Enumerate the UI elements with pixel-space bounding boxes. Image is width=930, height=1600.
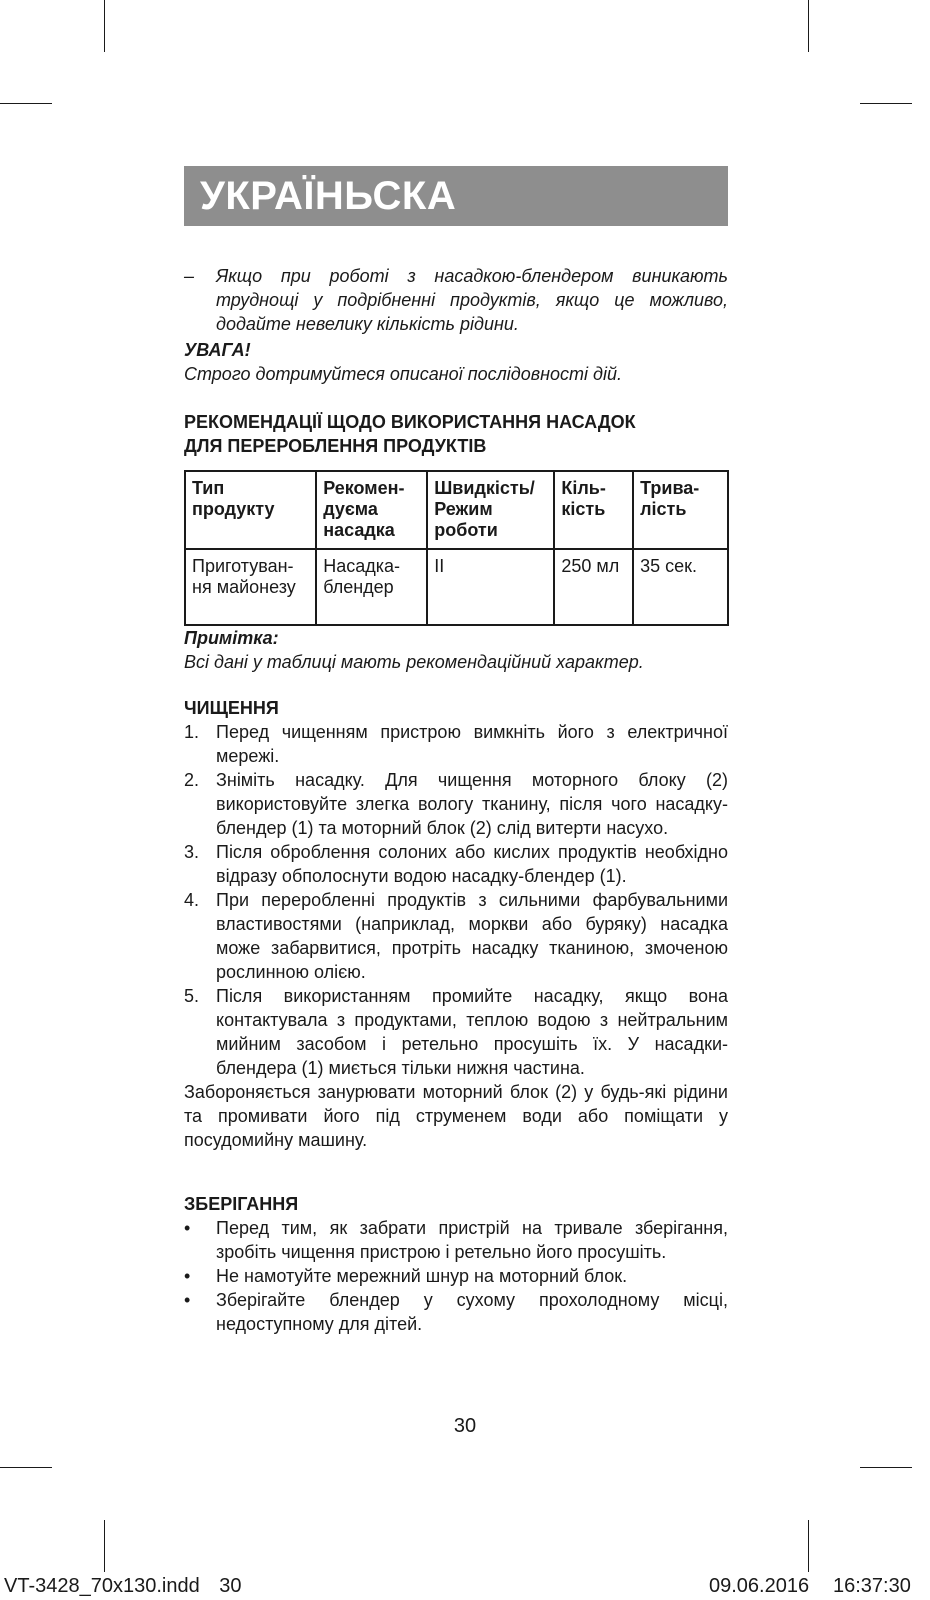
section-title: УКРАЇНЬСКА — [184, 166, 728, 226]
table-cell: Насадка-блендер — [316, 549, 427, 625]
table-cell: Приготуван-ня майонезу — [185, 549, 316, 625]
slug-date: 09.06.2016 — [709, 1575, 810, 1597]
table-header-cell: Тип продукту — [185, 471, 316, 549]
list-item — [184, 1216, 728, 1264]
storage-list — [184, 1216, 728, 1336]
slug-filename: VT-3428_70x130.indd — [4, 1575, 200, 1597]
list-item — [184, 888, 728, 984]
crop-mark — [808, 1520, 809, 1572]
crop-mark — [808, 0, 809, 52]
recommendations-heading-line2: ДЛЯ ПЕРЕРОБЛЕННЯ ПРОДУКТІВ — [184, 436, 487, 456]
table-cell: 250 мл — [554, 549, 633, 625]
crop-mark — [0, 103, 52, 104]
list-item-number: 1. — [184, 722, 200, 742]
warning-text: Строго дотримуйтеся описаної послідовності дій. — [184, 364, 622, 384]
table-header-cell: Трива-лість — [633, 471, 728, 549]
list-item-number: 3. — [184, 842, 200, 862]
page-number: 30 — [453, 1415, 477, 1437]
list-item — [184, 1264, 728, 1288]
list-item-text: Перед чищенням пристрою вимкніть його з електричної мережі. — [216, 722, 728, 766]
list-item — [184, 984, 728, 1080]
cleaning-heading: ЧИЩЕННЯ — [184, 698, 279, 718]
slug-page: 30 — [219, 1575, 242, 1597]
list-item-text: Зніміть насадку. Для чищення моторного блоку (2) використовуйте злегка вологу тканину, після чого насадку-блендер (1) та моторний блок (2) слід витерти насухо. — [216, 770, 728, 838]
recommendations-heading — [184, 410, 728, 458]
table-header-cell: Швидкість/ Режим роботи — [427, 471, 554, 549]
list-item-text: Не намотуйте мережний шнур на моторний блок. — [216, 1266, 628, 1286]
list-item-number: 4. — [184, 890, 200, 910]
recommendations-heading-line1: РЕКОМЕНДАЦІЇ ЩОДО ВИКОРИСТАННЯ НАСАДОК — [184, 412, 636, 432]
table-header-cell: Кіль-кість — [554, 471, 633, 549]
bullet-marker: • — [184, 1266, 191, 1286]
crop-mark — [860, 103, 912, 104]
crop-mark — [104, 1520, 105, 1572]
list-item-text: Після використанням промийте насадку, якщо вона контактувала з продуктами, теплою водою з нейтральним мийним засобом і ретельно просушіть їх. У насадки-блендера (1) миється тільки нижня частина. — [216, 986, 728, 1078]
list-item-text: При переробленні продуктів з сильними фарбувальними властивостями (наприклад, моркви або буряку) насадка може забарвитися, протріть насадку тканиною, змоченою рослинною олією. — [216, 890, 728, 982]
crop-mark — [0, 1467, 52, 1468]
intro-note — [184, 264, 728, 336]
slug-time: 16:37:30 — [833, 1575, 911, 1597]
cleaning-footer: Забороняється занурювати моторний блок (2) у будь-які рідини та промивати його під струменем води або поміщати у посудомийну машину. — [184, 1082, 728, 1150]
list-item-text: Після оброблення солоних або кислих продуктів необхідно відразу обполоснути водою насадку-блендер (1). — [216, 842, 728, 886]
list-item — [184, 1288, 728, 1336]
recommendations-table — [184, 470, 729, 626]
list-item — [184, 720, 728, 768]
intro-text: Якщо при роботі з насадкою-блендером виникають труднощі у подрібненні продуктів, якщо це можливо, додайте невелику кількість рідини. — [216, 266, 728, 334]
dash-marker: – — [184, 266, 195, 286]
table-header-cell: Рекомен-дуєма насадка — [316, 471, 427, 549]
list-item — [184, 840, 728, 888]
warning-title: УВАГА! — [184, 340, 251, 360]
list-item-text: Перед тим, як забрати пристрій на тривале зберігання, зробіть чищення пристрою і ретельно його просушіть. — [216, 1218, 728, 1262]
bullet-marker: • — [184, 1218, 191, 1238]
table-row — [185, 549, 728, 625]
list-item-number: 5. — [184, 986, 200, 1006]
crop-mark — [104, 0, 105, 52]
cleaning-list — [184, 720, 728, 1152]
list-item — [184, 768, 728, 840]
list-item-text: Зберігайте блендер у сухому прохолодному місці, недоступному для дітей. — [216, 1290, 728, 1334]
note-title: Примітка: — [184, 628, 279, 648]
table-cell: II — [427, 549, 554, 625]
table-header-row — [185, 471, 728, 549]
table-cell: 35 сек. — [633, 549, 728, 625]
note-text: Всі дані у таблиці мають рекомендаційний характер. — [184, 652, 644, 672]
bullet-marker: • — [184, 1290, 191, 1310]
slug-file — [4, 1575, 242, 1598]
crop-mark — [860, 1467, 912, 1468]
list-item-number: 2. — [184, 770, 200, 790]
storage-heading: ЗБЕРІГАННЯ — [184, 1194, 299, 1214]
